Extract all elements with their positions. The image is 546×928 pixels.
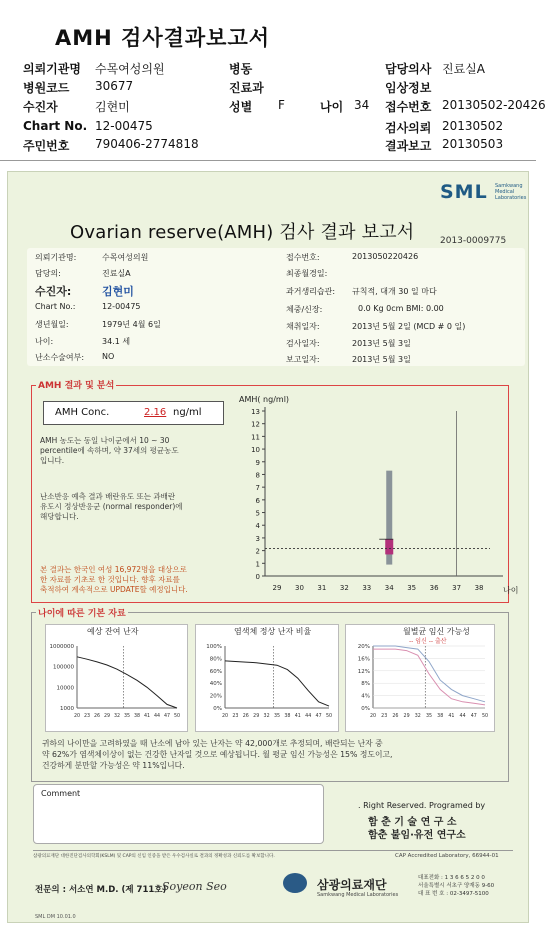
foundation-subtitle: Samkwang Medical Laboratories	[317, 892, 399, 898]
y-tick-label: 1	[255, 560, 260, 569]
header-label: 임상정보	[385, 81, 432, 95]
header-value: 30677	[95, 79, 134, 93]
y-tick-label: 1000	[60, 706, 74, 712]
series-line	[225, 661, 329, 706]
header-label: 병원코드	[23, 81, 70, 95]
info-label: 담당의:	[35, 269, 61, 278]
info-label: Chart No.:	[35, 302, 76, 311]
y-tick-label: 3	[255, 534, 260, 543]
mini-chart-title: 예상 잔여 난자	[87, 627, 139, 636]
y-axis-label: AMH( ng/ml)	[239, 395, 290, 404]
y-tick-label: 8%	[361, 681, 370, 688]
y-tick-label: 12	[251, 420, 260, 429]
header-value: 수목여성의원	[95, 62, 165, 76]
x-tick-label: 20	[73, 714, 81, 719]
info-label: 수진자:	[35, 285, 72, 298]
x-tick-label: 29	[403, 714, 410, 719]
x-tick-label: 26	[93, 714, 101, 719]
mini-chart-chromosome	[195, 624, 339, 732]
info-label: 과거생리습관:	[286, 287, 336, 296]
x-tick-label: 26	[242, 714, 249, 719]
x-tick-label: 30	[294, 584, 304, 592]
amh-conc-label: AMH Conc.	[55, 407, 110, 418]
x-tick-label: 35	[407, 584, 417, 592]
amh-response-text: 난소반응 예측 결과 배란유도 또는 과배란 유도시 정상반응군 (normal responder)에 해당합니다.	[40, 492, 183, 521]
header-divider	[0, 160, 536, 161]
x-tick-label: 41	[294, 714, 301, 719]
form-code: SML DM 10.01.0	[35, 914, 76, 920]
header-label: 병동	[229, 62, 253, 76]
x-tick-label: 36	[429, 584, 439, 592]
header-value: 진료실A	[442, 62, 485, 76]
info-value: 1979년 4월 6일	[102, 320, 161, 329]
foundation-name: 삼광의료재단	[317, 878, 387, 892]
header-value: 20130502-20426	[442, 98, 546, 112]
x-tick-label: 32	[339, 584, 349, 592]
rights-text: . Right Reserved. Programed by	[358, 801, 486, 810]
y-tick-label: 4%	[361, 693, 370, 700]
x-tick-label: 38	[474, 584, 484, 592]
header-value: 20130502	[442, 119, 504, 133]
header-label: 수진자	[23, 100, 58, 114]
x-axis-label: 나이	[503, 586, 519, 595]
x-tick-label: 20	[369, 714, 377, 719]
y-tick-label: 7	[255, 484, 260, 493]
x-tick-label: 32	[113, 714, 121, 719]
mini-chart-oocytes	[45, 624, 188, 732]
x-tick-label: 32	[263, 714, 270, 719]
series-line	[373, 649, 485, 705]
x-tick-label: 29	[103, 714, 111, 719]
info-value: 2013050220426	[352, 252, 419, 261]
x-tick-label: 20	[221, 714, 229, 719]
header-value: 20130503	[442, 137, 504, 151]
info-label: 검사일자:	[286, 339, 320, 348]
y-tick-label: 100000	[53, 664, 74, 671]
y-tick-label: 10000	[56, 685, 74, 692]
section-title-amh: AMH 결과 및 분석	[36, 378, 116, 391]
y-tick-label: 11	[251, 433, 260, 442]
y-tick-label: 2	[255, 547, 260, 556]
info-label: 난소수술여부:	[35, 353, 85, 362]
info-value: 12-00475	[102, 302, 141, 311]
header-value: 12-00475	[95, 119, 153, 133]
info-label: 접수번호:	[286, 253, 320, 262]
y-tick-label: 20%	[209, 693, 222, 700]
x-tick-label: 35	[123, 714, 131, 719]
header-label: Chart No.	[23, 119, 88, 133]
x-tick-label: 35	[273, 714, 281, 719]
info-value: 규칙적, 대개 30 일 마다	[352, 287, 437, 296]
y-tick-label: 16%	[357, 656, 370, 663]
comment-label: Comment	[41, 789, 81, 798]
report-number: 2013-0009775	[440, 236, 507, 246]
info-label: 의뢰기관명:	[35, 253, 77, 262]
info-label: 나이:	[35, 337, 54, 346]
info-value: 2013년 5월 3일	[352, 339, 411, 348]
x-tick-label: 26	[392, 714, 399, 719]
amh-conc-unit: ng/ml	[173, 407, 202, 418]
header-label: 성별	[229, 100, 253, 114]
amh-conc-value: 2.16	[144, 407, 167, 418]
x-tick-label: 23	[381, 714, 388, 719]
header-label: 진료과	[229, 81, 264, 95]
y-tick-label: 9	[255, 458, 260, 467]
doctor-name: 전문의 : 서소연 M.D. (제 711호)	[35, 885, 167, 895]
x-tick-label: 29	[272, 584, 282, 592]
info-label: 생년월일:	[35, 320, 69, 329]
accreditation-note: 삼광의료재단 대한진단검사의학회(KSLM) 및 CAP의 신임 인증을 받은 우수검사실로 결과의 정확성과 신뢰도를 확보합니다.	[33, 854, 275, 859]
lab-name: 함 춘 기 술 연 구 소	[368, 817, 457, 828]
lab-name: 함춘 불임·유전 연구소	[368, 830, 466, 841]
x-tick-label: 29	[253, 714, 260, 719]
summary-text: 귀하의 나이만을 고려하였을 때 난소에 남아 있는 난자는 약 42,000개로 추정되며, 배란되는 난자 중 약 62%가 염색체이상이 없는 건강한 난자일 것으로 예상됩니다. 월 평균 임신 가능성은 15% 정도이고, 건강하게 분만할 가능성은 약 11%입니다.	[42, 739, 393, 770]
footer-divider	[33, 850, 513, 851]
header-label: 의뢰기관명	[23, 62, 81, 76]
info-value: 수목여성의원	[102, 253, 149, 262]
y-tick-label: 0%	[213, 706, 222, 712]
y-tick-label: 1000000	[49, 644, 74, 650]
header-value: F	[278, 98, 285, 112]
header-label: 담당의사	[385, 62, 432, 76]
y-tick-label: 13	[251, 408, 260, 416]
y-tick-label: 20%	[357, 644, 370, 650]
x-tick-label: 41	[143, 714, 151, 719]
mini-chart-legend: -- 임신 -- 출산	[409, 638, 447, 645]
header-label: 접수번호	[385, 100, 432, 114]
info-value: NO	[102, 352, 115, 361]
header-label: 나이	[320, 100, 344, 114]
x-tick-label: 50	[481, 714, 489, 719]
x-tick-label: 23	[232, 714, 239, 719]
info-value: 2013년 5월 3일	[352, 355, 411, 364]
x-tick-label: 31	[317, 584, 327, 592]
section-title-age: 나이에 따른 기본 자료	[36, 606, 128, 619]
header-value: 790406-2774818	[95, 137, 199, 151]
x-tick-label: 38	[437, 714, 444, 719]
x-tick-label: 32	[414, 714, 421, 719]
x-tick-label: 47	[163, 714, 171, 719]
header-value: 김현미	[95, 100, 130, 114]
header-value: 34	[354, 98, 370, 112]
x-tick-label: 34	[384, 584, 394, 592]
x-tick-label: 37	[452, 584, 462, 592]
x-tick-label: 50	[325, 714, 333, 719]
header-label: 결과보고	[385, 139, 432, 153]
info-label: 채취일자:	[286, 322, 320, 331]
y-tick-label: 5	[255, 509, 260, 518]
header-label: 주민번호	[23, 139, 70, 153]
x-tick-label: 35	[425, 714, 433, 719]
info-value: 2013년 5월 2일 (MCD # 0 일)	[352, 322, 466, 331]
x-tick-label: 47	[470, 714, 477, 719]
mini-chart-title: 월별균 임신 가능성	[403, 627, 470, 636]
patient-name: 김현미	[102, 285, 134, 298]
page-title: AMH 검사결과보고서	[55, 26, 271, 50]
info-value: 34.1 세	[102, 337, 131, 346]
y-tick-label: 0%	[361, 706, 370, 712]
x-tick-label: 38	[133, 714, 141, 719]
foundation-logo-icon	[283, 873, 307, 893]
x-tick-label: 50	[173, 714, 181, 719]
sml-logo-subtitle: Samkwang Medical Laboratories	[495, 183, 527, 201]
info-value: 0.0 Kg 0cm BMI: 0.00	[358, 304, 444, 313]
amh-age-chart	[233, 390, 519, 600]
y-tick-label: 8	[255, 471, 260, 480]
info-value: 진료실A	[102, 269, 131, 278]
info-label: 보고일자:	[286, 355, 320, 364]
amh-note-text: 본 결과는 한국인 여성 16,972명을 대상으로 한 자료를 기초로 한 것입니다. 향후 자료를 축적하여 계속적으로 UPDATE할 예정입니다.	[40, 565, 188, 594]
info-label: 최종월경일:	[286, 269, 328, 278]
header-label: 검사의뢰	[385, 121, 432, 135]
amh-percentile-text: AMH 농도는 동일 나이군에서 10 ~ 30 percentile에 속하며, 약 37세의 평균농도 입니다.	[40, 436, 179, 465]
y-tick-label: 6	[255, 496, 260, 505]
mini-chart-title: 염색체 정상 난자 비율	[234, 627, 312, 636]
y-tick-label: 4	[255, 522, 260, 531]
y-tick-label: 12%	[357, 668, 370, 675]
y-tick-label: 0	[255, 573, 260, 581]
y-tick-label: 40%	[209, 681, 222, 688]
x-tick-label: 44	[459, 714, 466, 719]
y-tick-label: 100%	[206, 644, 222, 650]
x-tick-label: 38	[284, 714, 291, 719]
x-tick-label: 41	[448, 714, 455, 719]
x-tick-label: 44	[153, 714, 161, 719]
report-title: Ovarian reserve(AMH) 검사 결과 보고서	[70, 222, 415, 243]
x-tick-label: 33	[362, 584, 372, 592]
x-tick-label: 44	[305, 714, 312, 719]
series-line	[77, 657, 177, 708]
contact-info: 대표전화 : 1 3 6 6 5 2 0 0 서울특별시 서초구 양재동 9-60 대 표 번 호 : 02-3497-5100	[418, 875, 495, 897]
info-label: 체중/신장:	[286, 305, 323, 314]
sml-logo: SML	[440, 181, 488, 203]
x-tick-label: 23	[83, 714, 91, 719]
y-tick-label: 60%	[209, 668, 222, 675]
amh-iqr-bar	[385, 539, 393, 554]
y-tick-label: 80%	[209, 656, 222, 663]
cap-accreditation: CAP Accredited Laboratory, 66944-01	[395, 853, 499, 859]
x-tick-label: 47	[315, 714, 322, 719]
doctor-signature: Soyeon Seo	[162, 880, 227, 893]
y-tick-label: 10	[251, 446, 260, 455]
